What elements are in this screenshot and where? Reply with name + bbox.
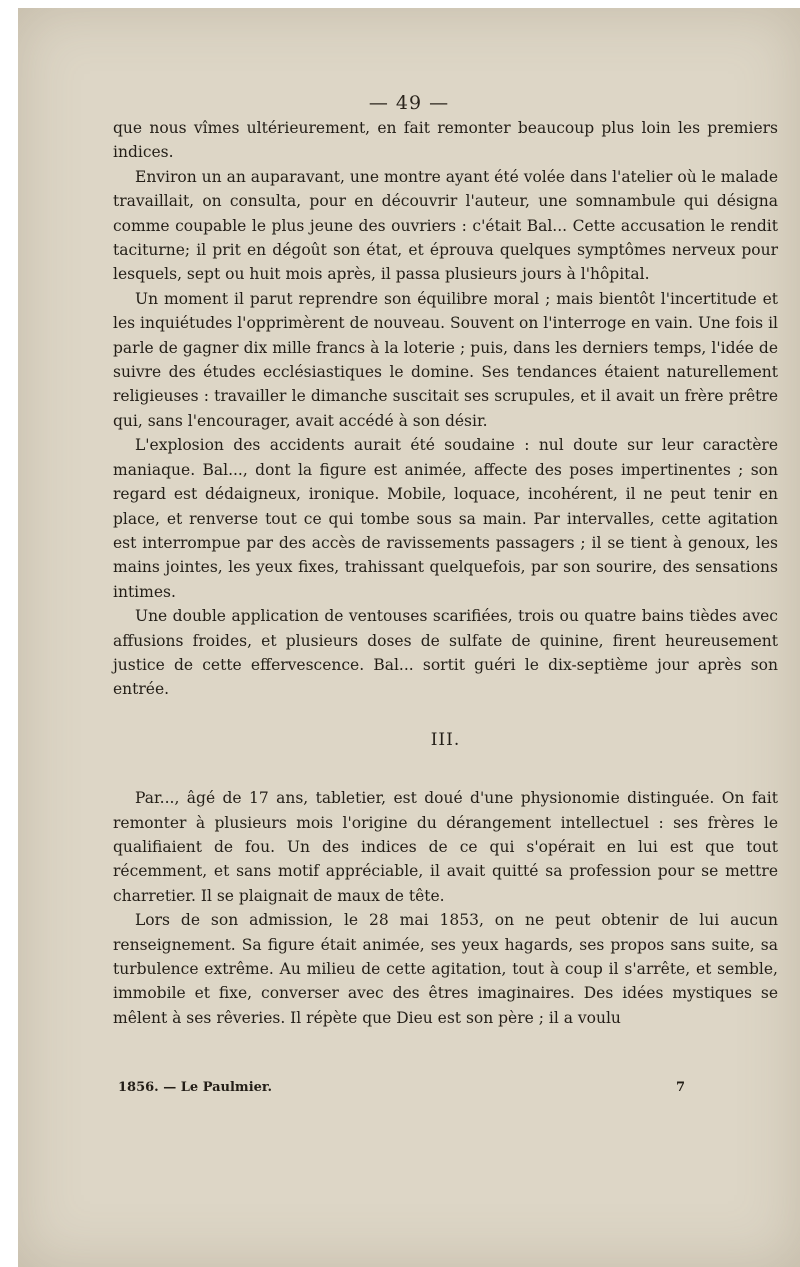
paragraph: Par..., âgé de 17 ans, tabletier, est doué d'une physionomie distinguée. On fait remonter à plusieurs mois l'origine du dérangement intellectuel : ses frères le qualifiaient de fou. Un des indices de ce qui s'opérait en lui est que tout récemment, et sans motif appréciable, il avait quitté sa profession pour se mettre charretier. Il se plaignait de maux de tête. <box>113 789 778 905</box>
book-page <box>18 8 800 1267</box>
paragraph: que nous vîmes ultérieurement, en fait remonter beaucoup plus loin les premiers indices. <box>113 119 778 162</box>
body-text <box>113 116 778 1030</box>
paragraph: Un moment il parut reprendre son équilibre moral ; mais bientôt l'incertitude et les inquiétudes l'opprimèrent de nouveau. Souvent on l'interroge en vain. Une fois il parle de gagner dix mille francs à la loterie ; puis, dans les derniers temps, l'idée de suivre des études ecclésiastiques le domine. Ses tendances étaient naturellement religieuses : travailler le dimanche suscitait ses scrupules, et il avait un frère prêtre qui, sans l'encourager, avait accédé à son désir. <box>113 289 778 430</box>
paragraph: L'explosion des accidents aurait été soudaine : nul doute sur leur caractère maniaque. Bal..., dont la figure est animée, affecte des poses impertinentes ; son regard est dédaigneux, ironique. Mobile, loquace, incohérent, il ne peut tenir en place, et renverse tout ce qui tombe sous sa main. Par intervalles, cette agitation est interrompue par des accès de ravissements passagers ; il se tient à genoux, les mains jointes, les yeux fixes, trahissant quelquefois, par son sourire, des sensations intimes. <box>113 436 778 601</box>
paragraph: Une double application de ventouses scarifiées, trois ou quatre bains tièdes avec affusions froides, et plusieurs doses de sulfate de quinine, firent heureusement justice de cette effervescence. Bal... sortit guéri le dix-septième jour après son entrée. <box>113 607 778 699</box>
paragraph: Environ un an auparavant, une montre ayant été volée dans l'atelier où le malade travaillait, on consulta, pour en découvrir l'auteur, une somnambule qui désigna comme coupable le plus jeune des ouvriers : c'était Bal... Cette accusation le rendit taciturne; il prit en dégoût son état, et éprouva quelques symptômes nerveux pour lesquels, sept ou huit mois après, il passa plusieurs jours à l'hôpital. <box>113 167 778 284</box>
footer-signature: 1856. — Le Paulmier. <box>118 1080 273 1095</box>
page-number-header: — 49 — <box>368 92 450 114</box>
section-heading: III. <box>430 729 461 750</box>
footer-signature-number: 7 <box>676 1080 686 1095</box>
paragraph: Lors de son admission, le 28 mai 1853, on ne peut obtenir de lui aucun renseignement. Sa figure était animée, ses yeux hagards, ses propos sans suite, sa turbulence extrême. Au milieu de cette agitation, tout à coup il s'arrête, et semble, immobile et fixe, converser avec des êtres imaginaires. Des idées mystiques se mêlent à ses rêveries. Il répète que Dieu est son père ; il a voulu <box>113 911 778 1027</box>
